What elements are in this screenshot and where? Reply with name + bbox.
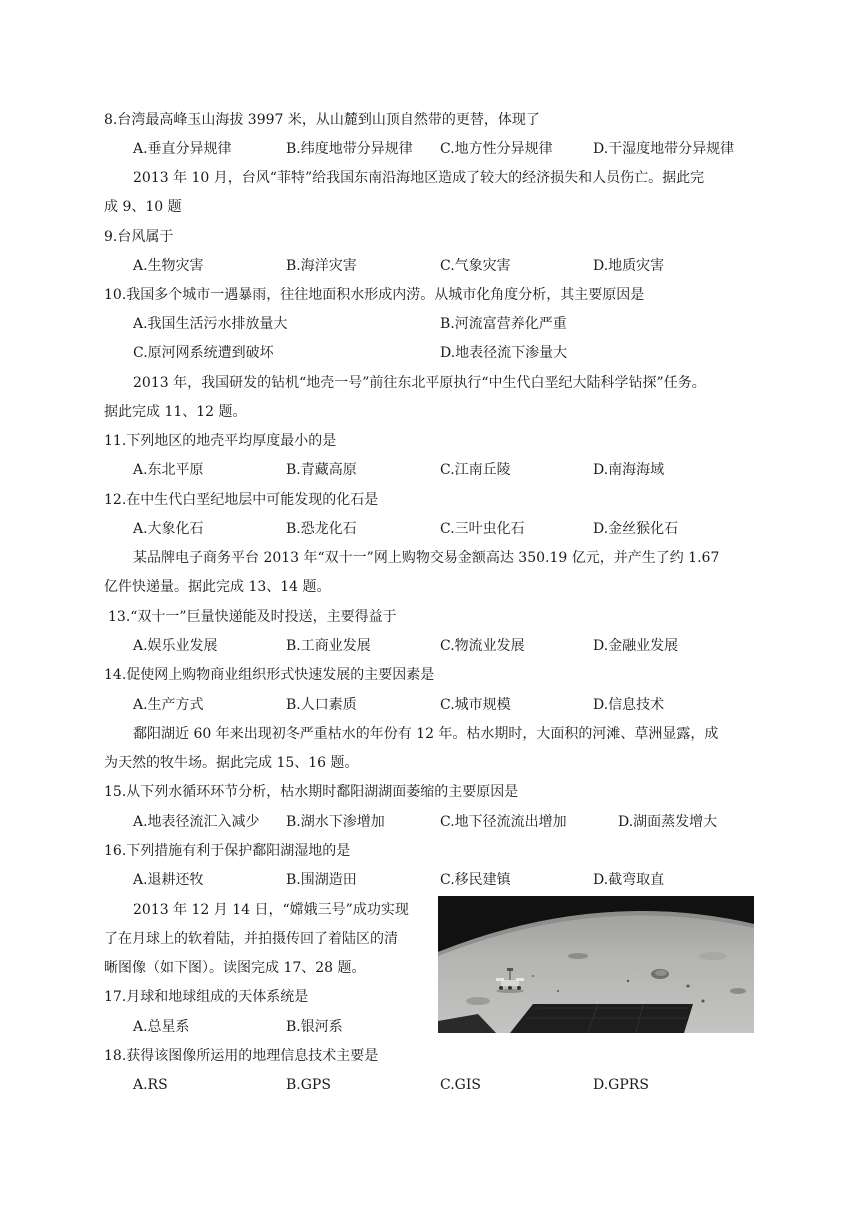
intro-17-18-line2: 了在月球上的软着陆，并拍摄传回了着陆区的清 (104, 931, 398, 947)
q10-option-c: C.原河网系统遭到破坏 (133, 345, 274, 361)
q9-option-b: B.海洋灾害 (286, 258, 357, 274)
question-13-stem: 13.“双十一”巨量快递能及时投送，主要得益于 (108, 609, 397, 625)
question-8-stem: 8.台湾最高峰玉山海拔 3997 米，从山麓到山顶自然带的更替，体现了 (104, 112, 540, 128)
q17-option-b: B.银河系 (286, 1019, 343, 1035)
moon-landing-photo (438, 896, 754, 1033)
intro-17-18-line3: 晰图像（如下图）。读图完成 17、28 题。 (104, 960, 366, 976)
q15-option-b: B.湖水下渗增加 (286, 814, 385, 830)
intro-13-14-line2: 亿件快递量。据此完成 13、14 题。 (104, 579, 331, 595)
q13-option-a: A.娱乐业发展 (133, 638, 218, 654)
q16-option-d: D.截弯取直 (593, 872, 665, 888)
q18-option-b: B.GPS (286, 1077, 331, 1093)
intro-11-12-line1: 2013 年，我国研发的钻机“地壳一号”前往东北平原执行“中生代白垩纪大陆科学钻探”任务。 (133, 375, 706, 391)
q12-option-a: A.大象化石 (133, 521, 204, 537)
intro-15-16-line1: 鄱阳湖近 60 年来出现初冬严重枯水的年份有 12 年。枯水期时，大面积的河滩、草洲显露，成 (133, 726, 719, 742)
question-14-stem: 14.促使网上购物商业组织形式快速发展的主要因素是 (104, 667, 435, 683)
q8-option-c: C.地方性分异规律 (440, 141, 553, 157)
q10-option-b: B.河流富营养化严重 (440, 316, 567, 332)
question-11-stem: 11.下列地区的地壳平均厚度最小的是 (104, 433, 337, 449)
q16-option-b: B.围湖造田 (286, 872, 357, 888)
intro-17-18-line1: 2013 年 12 月 14 日，“嫦娥三号”成功实现 (133, 902, 409, 918)
q15-option-a: A.地表径流汇入减少 (133, 814, 260, 830)
q11-option-d: D.南海海域 (593, 462, 665, 478)
q18-option-a: A.RS (133, 1077, 168, 1093)
intro-15-16-line2: 为天然的牧牛场。据此完成 15、16 题。 (104, 755, 359, 771)
question-16-stem: 16.下列措施有利于保护鄱阳湖湿地的是 (104, 843, 351, 859)
question-10-stem: 10.我国多个城市一遇暴雨，往往地面积水形成内涝。从城市化角度分析，其主要原因是 (104, 287, 645, 303)
q8-option-d: D.干湿度地带分异规律 (593, 141, 735, 157)
question-18-stem: 18.获得该图像所运用的地理信息技术主要是 (104, 1048, 379, 1064)
q13-option-c: C.物流业发展 (440, 638, 525, 654)
intro-13-14-line1: 某品牌电子商务平台 2013 年“双十一”网上购物交易金额高达 350.19 亿元，并产生了约 1.67 (133, 550, 720, 566)
intro-11-12-line2: 据此完成 11、12 题。 (104, 404, 247, 420)
q18-option-c: C.GIS (440, 1077, 481, 1093)
q12-option-b: B.恐龙化石 (286, 521, 357, 537)
q11-option-a: A.东北平原 (133, 462, 204, 478)
q9-option-d: D.地质灾害 (593, 258, 665, 274)
q17-option-a: A.总星系 (133, 1019, 190, 1035)
question-9-stem: 9.台风属于 (104, 229, 174, 245)
question-12-stem: 12.在中生代白垩纪地层中可能发现的化石是 (104, 492, 379, 508)
q13-option-d: D.金融业发展 (593, 638, 679, 654)
q16-option-c: C.移民建镇 (440, 872, 511, 888)
q8-option-b: B.纬度地带分异规律 (286, 141, 413, 157)
q8-option-a: A.垂直分异规律 (133, 141, 232, 157)
q15-option-c: C.地下径流流出增加 (440, 814, 567, 830)
question-15-stem: 15.从下列水循环环节分析，枯水期时鄱阳湖湖面萎缩的主要原因是 (104, 784, 519, 800)
q14-option-d: D.信息技术 (593, 697, 665, 713)
q14-option-a: A.生产方式 (133, 697, 204, 713)
q12-option-d: D.金丝猴化石 (593, 521, 679, 537)
q11-option-c: C.江南丘陵 (440, 462, 511, 478)
q15-option-d: D.湖面蒸发增大 (618, 814, 718, 830)
q10-option-d: D.地表径流下渗量大 (440, 345, 568, 361)
intro-9-10-line1: 2013 年 10 月，台风“菲特”给我国东南沿海地区造成了较大的经济损失和人员伤亡。据此完 (133, 170, 705, 186)
q11-option-b: B.青藏高原 (286, 462, 357, 478)
q13-option-b: B.工商业发展 (286, 638, 371, 654)
question-17-stem: 17.月球和地球组成的天体系统是 (104, 989, 309, 1005)
q9-option-c: C.气象灾害 (440, 258, 511, 274)
q9-option-a: A.生物灾害 (133, 258, 204, 274)
q16-option-a: A.退耕还牧 (133, 872, 204, 888)
q10-option-a: A.我国生活污水排放量大 (133, 316, 288, 332)
q18-option-d: D.GPRS (593, 1077, 649, 1093)
q12-option-c: C.三叶虫化石 (440, 521, 525, 537)
q14-option-b: B.人口素质 (286, 697, 357, 713)
q14-option-c: C.城市规模 (440, 697, 511, 713)
intro-9-10-line2: 成 9、10 题 (104, 199, 182, 215)
